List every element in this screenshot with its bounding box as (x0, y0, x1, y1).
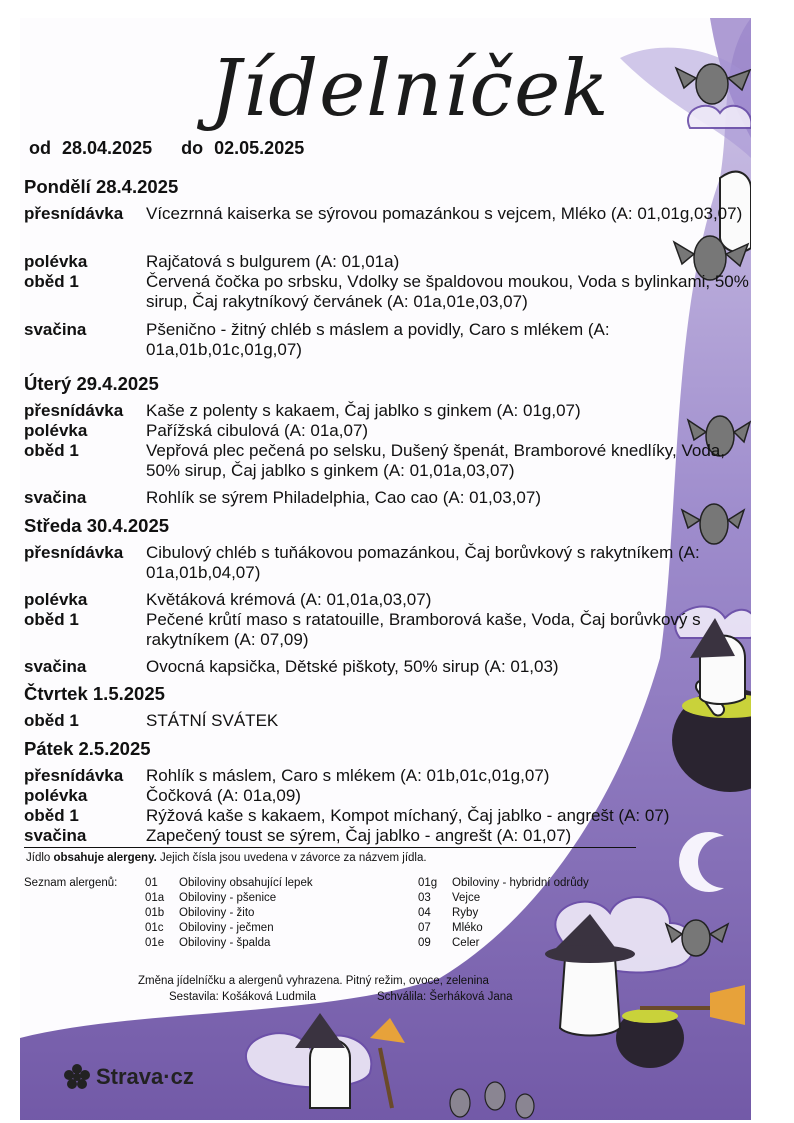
allergen-code: 04 (418, 907, 431, 919)
day-heading: Středa 30.4.2025 (24, 515, 170, 536)
meal-label: přesnídávka (24, 766, 124, 785)
strava-logo (64, 1064, 194, 1090)
menu-sheet (20, 18, 751, 1120)
meal-label: polévka (24, 421, 88, 440)
allergen-code: 07 (418, 922, 431, 934)
period-to: 02.05.2025 (214, 138, 305, 158)
allergen-code: 01 (145, 877, 158, 889)
meal-label: oběd 1 (24, 441, 79, 460)
allergen-name: Obiloviny obsahující lepek (179, 877, 313, 889)
meal-text: Vícezrnná kaiserka se sýrovou pomazánkou s vejcem, Mléko (A: 01,01g,03,07) (146, 204, 743, 223)
allergen-name: Obiloviny - ječmen (179, 922, 274, 934)
allergen-list-right (418, 876, 648, 956)
allergen-note-prefix: Jídlo (26, 852, 54, 864)
allergen-note (26, 852, 427, 864)
meal-text: Pšenično - žitný chléb s máslem a povidly, Caro s mlékem (A: 01a,01b,01c,01g,07) (146, 320, 610, 359)
meal-label: polévka (24, 252, 88, 271)
allergen-name: Obiloviny - pšenice (179, 892, 277, 904)
allergen-note-bold: obsahuje alergeny. (53, 852, 157, 864)
day-heading: Čtvrtek 1.5.2025 (24, 683, 165, 704)
change-note: Změna jídelníčku a alergenů vyhrazena. Pitný režim, ovoce, zelenina (138, 975, 489, 987)
allergen-name: Obiloviny - špalda (179, 937, 271, 949)
allergen-list-label: Seznam alergenů: (24, 877, 118, 889)
brand-name: Strava·cz (96, 1064, 194, 1089)
allergen-code: 01a (145, 892, 165, 904)
meal-text: Pařížská cibulová (A: 01a,07) (146, 421, 369, 440)
allergen-name: Obiloviny - žito (179, 907, 255, 919)
meal-label: přesnídávka (24, 543, 124, 562)
allergen-name: Ryby (452, 907, 479, 919)
meal-label: oběd 1 (24, 806, 79, 825)
meal-text: Cibulový chléb s tuňákovou pomazánkou, Čaj borůvkový s rakytníkem (A: 01a,01b,04,07) (146, 543, 700, 582)
meal-label: polévka (24, 590, 88, 609)
period-from: 28.04.2025 (62, 138, 153, 158)
allergen-name: Vejce (452, 892, 481, 904)
meal-label: polévka (24, 786, 88, 805)
approved-by: Schválila: Šerháková Jana (377, 991, 513, 1003)
meal-label: svačina (24, 657, 87, 676)
allergen-list-left (145, 876, 405, 956)
allergen-note-suffix: Jejich čísla jsou uvedena v závorce za názvem jídla. (156, 852, 427, 864)
period-to-label: do (181, 138, 204, 158)
flower-icon (64, 1064, 90, 1090)
allergen-name: Obiloviny - hybridní odrůdy (452, 877, 589, 889)
meal-text: Ovocná kapsička, Dětské piškoty, 50% sirup (A: 01,03) (146, 657, 559, 676)
meal-text: Rajčatová s bulgurem (A: 01,01a) (146, 252, 400, 271)
meal-label: oběd 1 (24, 610, 79, 629)
day-heading: Úterý 29.4.2025 (24, 373, 159, 394)
meal-text: Rohlík se sýrem Philadelphia, Cao cao (A: 01,03,07) (146, 488, 541, 507)
meal-text: STÁTNÍ SVÁTEK (146, 711, 279, 730)
meal-text: Zapečený toust se sýrem, Čaj jablko - angrešt (A: 01,07) (146, 826, 572, 845)
meal-text: Pečené krůtí maso s ratatouille, Bramborová kaše, Voda, Čaj borůvkový s rakytníkem (A: 07,09) (146, 610, 701, 649)
meal-label: přesnídávka (24, 204, 124, 223)
meal-text: Rýžová kaše s kakaem, Kompot míchaný, Čaj jablko - angrešt (A: 07) (146, 806, 670, 825)
meal-text: Vepřová plec pečená po selsku, Dušený špenát, Bramborové knedlíky, Voda, 50% sirup, Čaj jablko s ginkem (A: 01,01a,03,07) (146, 441, 725, 480)
meal-text: Květáková krémová (A: 01,01a,03,07) (146, 590, 432, 609)
allergen-name: Celer (452, 937, 480, 949)
allergen-code: 01b (145, 907, 165, 919)
period-from-label: od (29, 138, 51, 158)
allergen-code: 01e (145, 937, 165, 949)
meal-label: svačina (24, 826, 87, 845)
day-heading: Pátek 2.5.2025 (24, 738, 151, 759)
allergen-code: 01c (145, 922, 164, 934)
meal-text: Kaše z polenty s kakaem, Čaj jablko s ginkem (A: 01g,07) (146, 401, 581, 420)
meal-text: Čočková (A: 01a,09) (146, 786, 301, 805)
meal-label: svačina (24, 320, 87, 339)
allergen-name: Mléko (452, 922, 483, 934)
compiled-by: Sestavila: Košáková Ludmila (169, 991, 317, 1003)
meal-label: přesnídávka (24, 401, 124, 420)
menu-title: Jídelníček (210, 44, 610, 134)
menu-period (29, 138, 310, 159)
meal-label: oběd 1 (24, 272, 79, 291)
allergen-code: 09 (418, 937, 431, 949)
allergen-code: 01g (418, 877, 438, 889)
meal-label: svačina (24, 488, 87, 507)
allergen-code: 03 (418, 892, 431, 904)
meal-text: Červená čočka po srbsku, Vdolky se špaldovou moukou, Voda s bylinkami, 50% sirup, Čaj rakytníkový červánek (A: 01a,01e,03,07) (146, 272, 749, 311)
meal-label: oběd 1 (24, 711, 79, 730)
meal-text: Rohlík s máslem, Caro s mlékem (A: 01b,01c,01g,07) (146, 766, 550, 785)
divider (24, 847, 636, 848)
day-heading: Pondělí 28.4.2025 (24, 176, 179, 197)
